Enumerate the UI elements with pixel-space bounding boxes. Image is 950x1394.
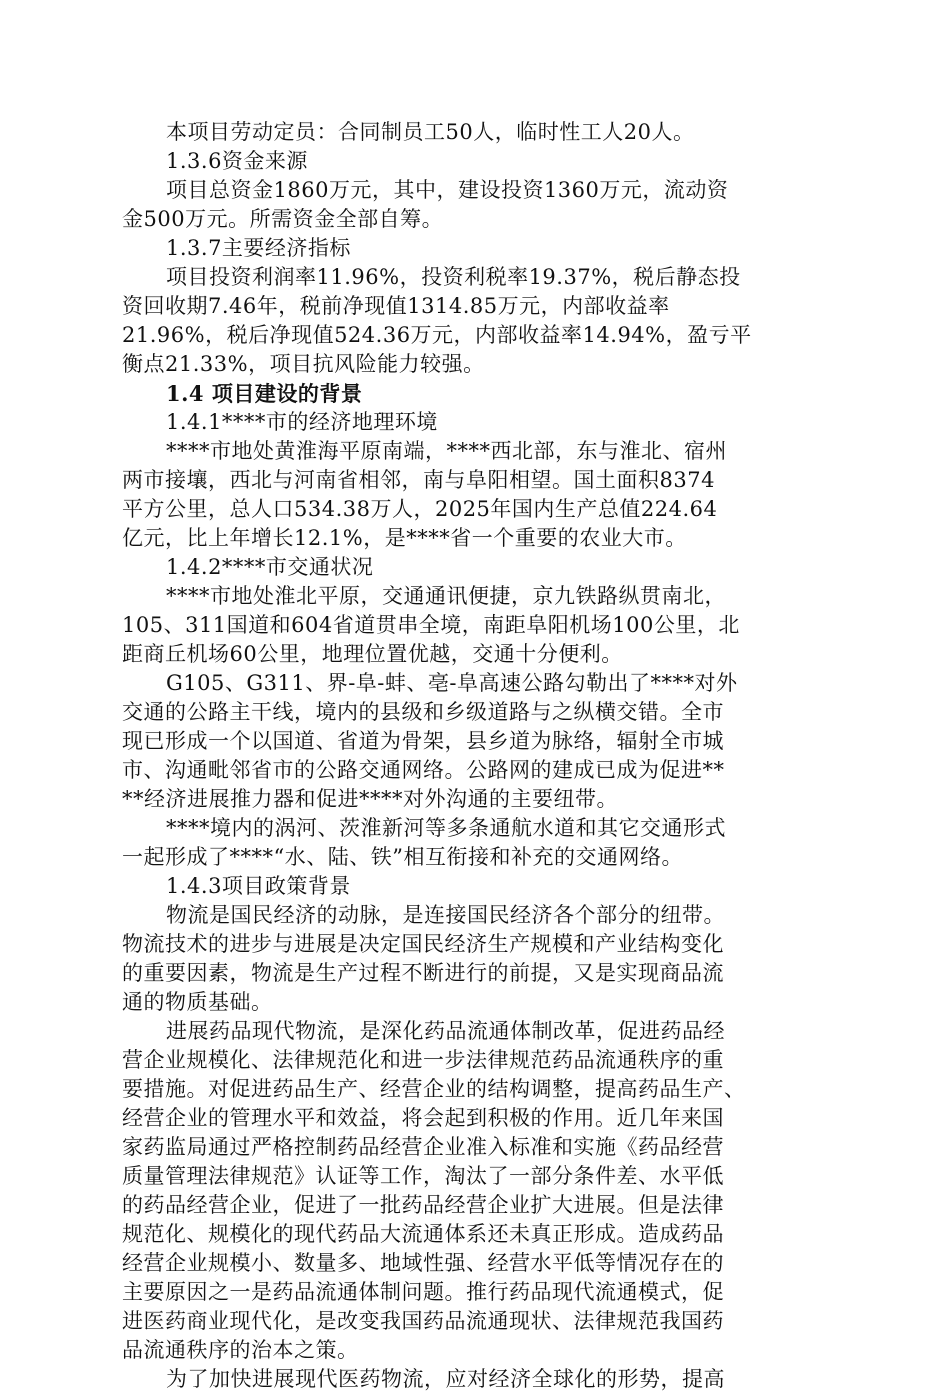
text-line: ****市地处淮北平原，交通通讯便捷，京九铁路纵贯南北， [166,584,726,608]
text-line: 物流技术的进步与进展是决定国民经济生产规模和产业结构变化 [122,932,724,956]
text-line: 的重要因素，物流是生产过程不断进行的前提，又是实现商品流 [122,961,724,985]
text-line: 现已形成一个以国道、省道为骨架，县乡道为脉络，辐射全市城 [122,729,724,753]
text-line: 1.3.6资金来源 [166,149,308,173]
text-line: 亿元，比上年增长12.1%，是****省一个重要的农业大市。 [122,526,687,550]
text-line: 交通的公路主干线，境内的县级和乡级道路与之纵横交错。全市 [122,700,724,724]
text-line: 1.4.2****市交通状况 [166,555,374,579]
text-line: 经营企业的管理水平和效益，将会起到积极的作用。近几年来国 [122,1106,724,1130]
text-line: 为了加快进展现代医药物流，应对经济全球化的形势，提高 [166,1367,725,1391]
text-line: 规范化、规模化的现代药品大流通体系还未真正形成。造成药品 [122,1222,724,1246]
text-line: 衡点21.33%，项目抗风险能力较强。 [122,352,485,376]
text-line: 资回收期7.46年，税前净现值1314.85万元，内部收益率 [122,294,670,318]
text-line: ****境内的涡河、茨淮新河等多条通航水道和其它交通形式 [166,816,726,840]
text-line: 项目投资利润率11.96%，投资利税率19.37%，税后静态投 [166,265,741,289]
text-line: **经济进展推力器和促进****对外沟通的主要纽带。 [122,787,618,811]
text-line: 主要原因之一是药品流通体制问题。推行药品现代流通模式，促 [122,1280,724,1304]
text-line: 一起形成了****“水、陆、铁”相互衔接和补充的交通网络。 [122,845,683,869]
text-line: 1.4.1****市的经济地理环境 [166,410,438,434]
text-line: 1.3.7主要经济指标 [166,236,351,260]
text-line: 1.4.3项目政策背景 [166,874,351,898]
text-line: 项目总资金1860万元，其中，建设投资1360万元，流动资 [166,178,729,202]
text-line: 平方公里，总人口534.38万人，2025年国内生产总值224.64 [122,497,718,521]
text-line: G105、G311、界-阜-蚌、亳-阜高速公路勾勒出了****对外 [166,671,738,695]
text-line: 21.96%，税后净现值524.36万元，内部收益率14.94%，盈亏平 [122,323,752,347]
text-line: 的药品经营企业，促进了一批药品经营企业扩大进展。但是法律 [122,1193,724,1217]
text-line: 家药监局通过严格控制药品经营企业准入标准和实施《药品经营 [122,1135,724,1159]
text-line: 市、沟通毗邻省市的公路交通网络。公路网的建成已成为促进** [122,758,725,782]
document-page [122,118,842,1394]
text-line: ****市地处黄淮海平原南端，****西北部，东与淮北、宿州 [166,439,727,463]
text-line: 金500万元。所需资金全部自筹。 [122,207,444,231]
text-line: 质量管理法律规范》认证等工作，淘汰了一部分条件差、水平低 [122,1164,724,1188]
text-line: 经营企业规模小、数量多、地域性强、经营水平低等情况存在的 [122,1251,724,1275]
text-line: 品流通秩序的治本之策。 [122,1338,359,1362]
text-line: 营企业规模化、法律规范化和进一步法律规范药品流通秩序的重 [122,1048,724,1072]
text-line: 进展药品现代物流，是深化药品流通体制改革，促进药品经 [166,1019,725,1043]
text-line: 通的物质基础。 [122,990,273,1014]
text-line: 要措施。对促进药品生产、经营企业的结构调整，提高药品生产、 [122,1077,746,1101]
text-line: 距商丘机场60公里，地理位置优越，交通十分便利。 [122,642,623,666]
text-line: 物流是国民经济的动脉，是连接国民经济各个部分的纽带。 [166,903,725,927]
text-line: 105、311国道和604省道贯串全境，南距阜阳机场100公里，北 [122,613,740,637]
text-line: 本项目劳动定员：合同制员工50人，临时性工人20人。 [166,120,695,144]
text-line: 进医药商业现代化，是改变我国药品流通现状、法律规范我国药 [122,1309,724,1333]
text-line: 两市接壤，西北与河南省相邻，南与阜阳相望。国土面积8374 [122,468,715,492]
section-heading: 1.4 项目建设的背景 [166,381,363,406]
